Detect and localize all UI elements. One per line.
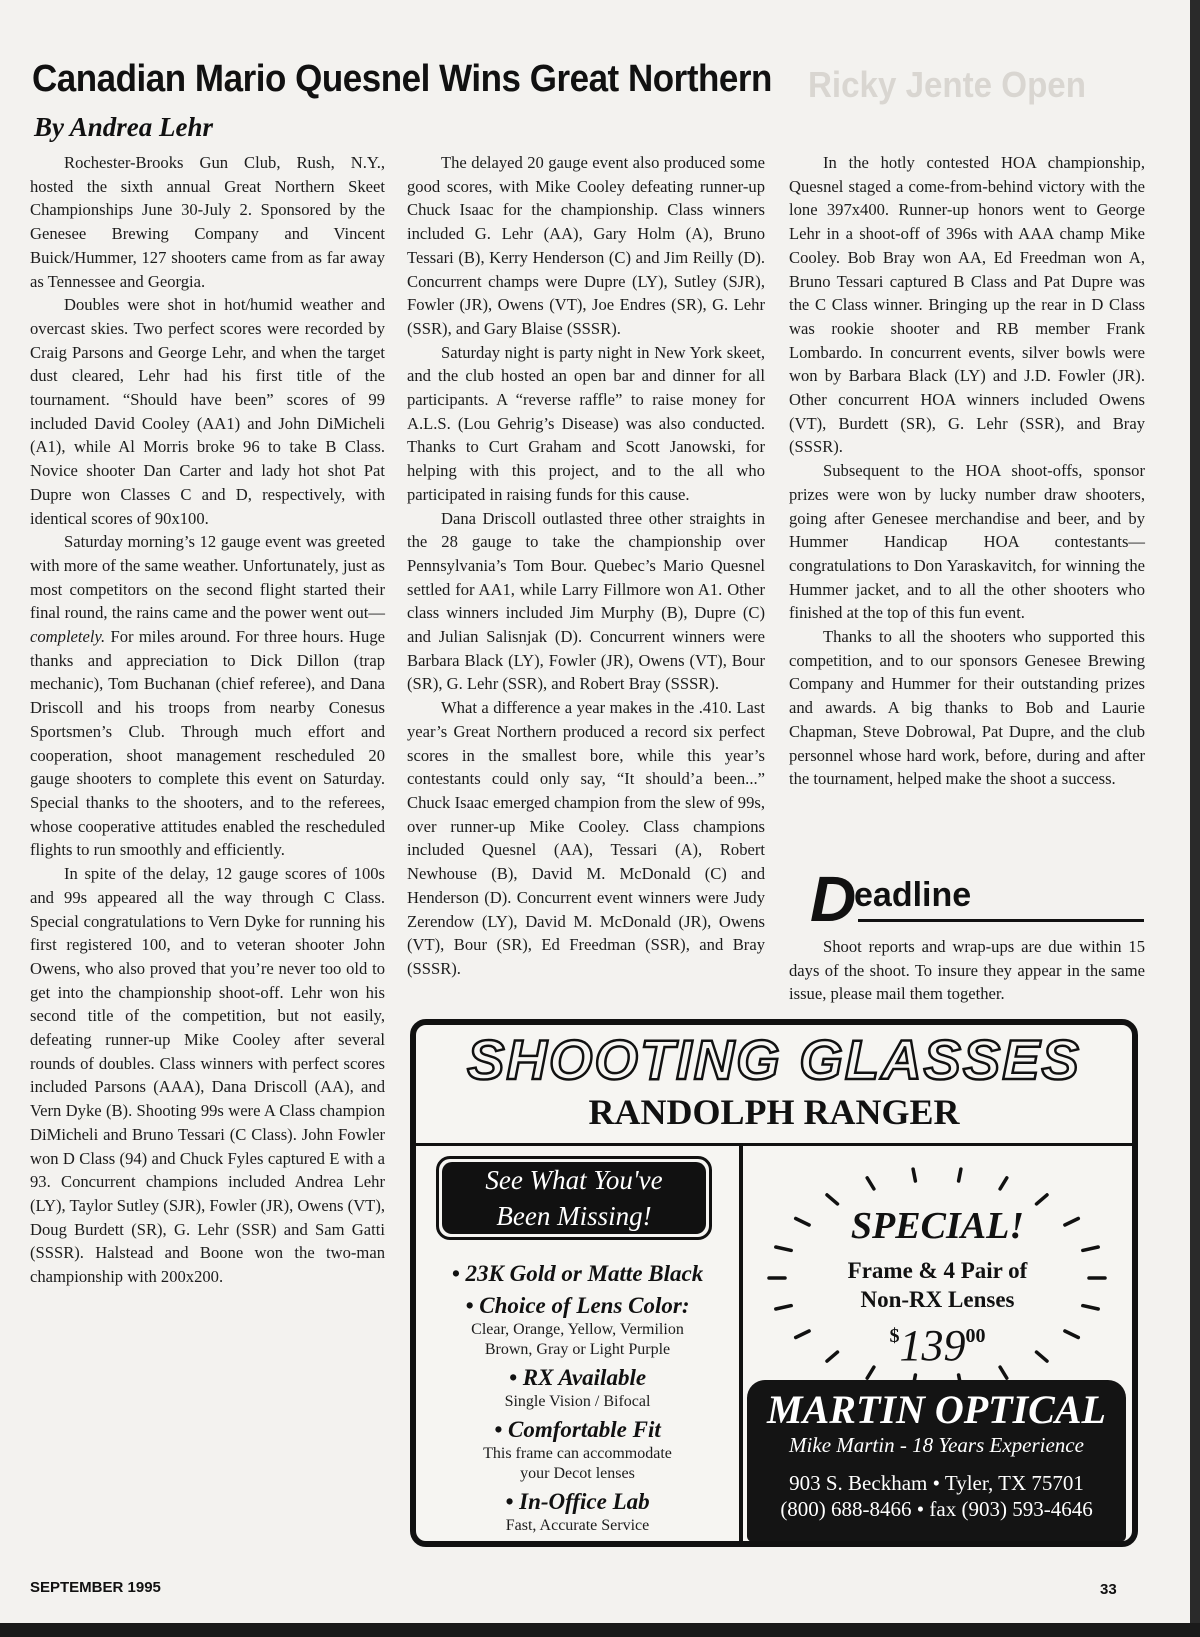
page-edge-bottom bbox=[0, 1623, 1200, 1637]
company-contact bbox=[747, 1470, 1126, 1522]
feature-list bbox=[416, 1260, 739, 1540]
burst-dash bbox=[1000, 1178, 1007, 1189]
deadline-rule bbox=[858, 919, 1144, 922]
price-cents: 00 bbox=[965, 1325, 986, 1347]
deadline-initial: D bbox=[810, 863, 857, 935]
ad-title-outline bbox=[416, 1025, 1132, 1095]
feature-title: • RX Available bbox=[508, 1365, 647, 1390]
feature-item bbox=[416, 1488, 739, 1536]
feature-item bbox=[416, 1416, 739, 1484]
paragraph: The delayed 20 gauge event also produced some good scores, with Mike Cooley defeating runner-up Chuck Isaac for the championship. Class winners included G. Lehr (AA), Gary Holm (A), Bruno Tessari (B), Kerry Henderson (C) and Jim Reilly (D). Concurrent champs were Dupre (LY), Sutley (SJR), Fowler (JR), Owens (VT), Joe Endres (SR), G. Lehr (SSR), and Gary Blaise (SSSR). bbox=[407, 153, 765, 338]
see-what-line-1: See What You've bbox=[485, 1165, 663, 1195]
ad-header bbox=[416, 1025, 1132, 1146]
deadline-heading bbox=[810, 863, 1144, 935]
paragraph: What a difference a year makes in the .410. Last year’s Great Northern produced a record six perfect scores in the smallest bore, while this year’s contestants could only say, “It should’a been...” Chuck Isaac emerged champion from the slew of 99s, over runner-up Mike Cooley. Class champions included Quesnel (AA), Tessari (A), Robert Newhouse (B), David M. McDonald (C) and Henderson (D). Concurrent event winners were Judy Zerendow (LY), David M. McDonald (JR), Owens (VT), Bour (SR), Ed Freedman (SSR), and Bray (SSSR). bbox=[407, 698, 765, 978]
see-what-line-2: Been Missing! bbox=[496, 1201, 652, 1231]
company-phone: (800) 688-8466 • fax (903) 593-4646 bbox=[780, 1497, 1093, 1521]
paragraph: Subsequent to the HOA shoot-offs, sponsor prizes were won by lucky number draw shooters, going after Genesee merchandise and beer, and by Hummer Handicap HOA contestants—congratulations to Don Yaraskavitch, for winning the Hummer jacket, and to all the other shooters who finished at the top of this fun event. bbox=[789, 461, 1145, 623]
price-amount: 139 bbox=[899, 1321, 966, 1370]
burst-dash bbox=[1037, 1195, 1048, 1204]
feature-description: Brown, Gray or Light Purple bbox=[484, 1341, 671, 1358]
deadline-notice: Shoot reports and wrap-ups are due within 15 days of the shoot. To insure they appear in the same issue, please mail them together. bbox=[789, 937, 1145, 1004]
article-column-2 bbox=[407, 151, 765, 981]
bleed-through-headline: Ricky Jente Open bbox=[808, 64, 1086, 105]
company-experience: Mike Martin - 18 Years Experience bbox=[789, 1433, 1084, 1457]
feature-item bbox=[416, 1364, 739, 1412]
feature-description: This frame can accommodate bbox=[483, 1445, 672, 1462]
burst-dash bbox=[913, 1169, 915, 1181]
paragraph: In spite of the delay, 12 gauge scores of 100s and 99s appeared all the way through C Class. Special congratulations to Vern Dyke for running his first registered 100, and to veteran shooter John Owens, who also proved that you’re never too old to get into the championship shoot-off. Lehr won his second title of the competition, but not easily, defeating runner-up Mike Cooley after several rounds of doubles. Class winners with perfect scores included Parsons (AAA), Dana Driscoll (AA), and Vern Dyke (B). Shooting 99s were A Class champion DiMicheli and Bruno Tessari (C Class). John Fowler won D Class (94) and Chuck Fyles captured E with a 93. Concurrent champions included Andrea Lehr (LY), Taylor Sutley (SJR), Fowler (JR), Owens (VT), Doug Burdett (SR), G. Lehr (SSR) and Sam Gatti (SSSR). Halstead and Boone won the two-man championship with 200x200. bbox=[30, 864, 385, 1287]
burst-dash bbox=[959, 1169, 961, 1181]
issue-date: SEPTEMBER 1995 bbox=[30, 1579, 161, 1596]
page-edge-right bbox=[1190, 0, 1200, 1637]
article-byline: By Andrea Lehr bbox=[34, 112, 214, 142]
feature-description: Fast, Accurate Service bbox=[505, 1517, 650, 1534]
paragraph: Doubles were shot in hot/humid weather and overcast skies. Two perfect scores were recorded by Craig Parsons and George Lehr, and when the target dust cleared, Lehr had his first title of the tournament. “Should have been” scores of 99 included David Cooley (AA1) and John DiMicheli (A1), while Al Morris broke 96 to take B Class. Novice shooter Dan Carter and lady hot shot Pat Dupre won Classes C and D, respectively, with identical scores of 90x100. bbox=[30, 295, 385, 528]
article-column-3 bbox=[789, 151, 1145, 791]
price-symbol: $ bbox=[889, 1325, 900, 1347]
special-price bbox=[743, 1320, 1132, 1371]
special-line-2: Non-RX Lenses bbox=[860, 1287, 1015, 1312]
ad-features-panel bbox=[416, 1146, 739, 1546]
special-line-1: Frame & 4 Pair of bbox=[847, 1258, 1028, 1283]
burst-dash bbox=[827, 1195, 838, 1204]
company-name: MARTIN OPTICAL bbox=[767, 1387, 1106, 1432]
feature-title: • Comfortable Fit bbox=[494, 1417, 661, 1442]
company-address: 903 S. Beckham • Tyler, TX 75701 bbox=[789, 1471, 1084, 1495]
paragraph: Rochester-Brooks Gun Club, Rush, N.Y., hosted the sixth annual Great Northern Skeet Championships June 30-July 2. Sponsored by the Genesee Brewing Company and Vincent Buick/Hummer, 127 shooters came from as far away as Tennessee and Georgia. bbox=[30, 153, 385, 291]
feature-description: Clear, Orange, Yellow, Vermilion bbox=[471, 1321, 684, 1338]
see-what-box bbox=[436, 1156, 712, 1240]
special-title: SPECIAL! bbox=[850, 1205, 1025, 1247]
feature-description: your Decot lenses bbox=[520, 1465, 635, 1482]
see-what-banner bbox=[442, 1162, 706, 1234]
ad-special-panel bbox=[743, 1146, 1132, 1547]
burst-dash bbox=[867, 1178, 874, 1189]
feature-description: Single Vision / Bifocal bbox=[504, 1393, 651, 1410]
feature-title: • Choice of Lens Color: bbox=[465, 1293, 690, 1318]
deadline-title: eadline bbox=[854, 876, 972, 914]
feature-item bbox=[416, 1260, 739, 1288]
paragraph: Saturday night is party night in New York skeet, and the club hosted an open bar and dinner for all participants. A “reverse raffle” to raise money for A.L.S. (Lou Gehrig’s Disease) was also conducted. Thanks to Curt Graham and Scott Janowski, for helping with this project, and to the all who participated in raising funds for this cause. bbox=[407, 342, 765, 504]
martin-optical-box bbox=[747, 1380, 1126, 1542]
article-column-1 bbox=[30, 151, 385, 1289]
article-headline: Canadian Mario Quesnel Wins Great Northern bbox=[32, 58, 772, 100]
emphasis-text: completely. bbox=[30, 627, 106, 647]
ad-title: SHOOTING GLASSES bbox=[467, 1028, 1081, 1091]
paragraph: In the hotly contested HOA championship, Quesnel staged a come-from-behind victory with the lone 397x400. Runner-up honors went to George Lehr in a shoot-off of 396s with AAA champ Mike Cooley. Bob Bray won AA, Ed Freedman won A, Bruno Tessari captured B Class and Pat Dupre was the C Class winner. Bringing up the rear in D Class was rookie shooter and RB member Frank Lombardo. In concurrent events, silver bowls were won by Barbara Black (LY) and J.D. Fowler (JR). Other concurrent HOA winners included Owens (VT), Burdett (SR), G. Lehr (SSR), and Bray (SSSR). bbox=[789, 153, 1145, 457]
text-run: For miles around. For three hours. Huge thanks and appreciation to Dick Dillon (trap mechanic), Tom Buchanan (chief referee), and Dana Driscoll and his troops from nearby Conesus Sportsmen’s Club. Through much effort and cooperation, shoot management rescheduled 20 gauge shooters to complete this event on Saturday. Special thanks to the shooters, and to the referees, whose cooperative attitudes enabled the rescheduled flights to run smoothly and efficiently. bbox=[30, 627, 385, 860]
shooting-glasses-ad bbox=[410, 1019, 1138, 1547]
feature-item bbox=[416, 1292, 739, 1360]
page-number: 33 bbox=[1100, 1581, 1117, 1598]
paragraph: Thanks to all the shooters who supported this competition, and to our sponsors Genesee Brewing Company and Hummer for their outstanding prizes and awards. A big thanks to Bob and Laurie Chapman, Steve Dobrowal, Pat Dupre, and the club personnel whose hard work, before, during and after the tournament, helped make the shoot a success. bbox=[789, 627, 1145, 789]
text-run: Saturday morning’s 12 gauge event was greeted with more of the same weather. Unfortunately, just as most competitors on the second flight started their final round, the rains came and the power went out— bbox=[30, 532, 385, 623]
feature-title: • In-Office Lab bbox=[505, 1489, 650, 1514]
paragraph: Dana Driscoll outlasted three other straights in the 28 gauge to take the championship over Pennsylvania’s Tom Bour. Quebec’s Mario Quesnel settled for AA1, while Larry Fillmore won A1. Other class winners included Jim Murphy (B), Dupre (C) and Julian Salisnjak (D). Concurrent winners were Barbara Black (LY), Fowler (JR), Owens (VT), Bour (SR), G. Lehr (SSR), and Robert Bray (SSSR). bbox=[407, 508, 765, 694]
ad-subtitle: RANDOLPH RANGER bbox=[588, 1092, 960, 1132]
paragraph bbox=[30, 530, 385, 862]
feature-title: • 23K Gold or Matte Black bbox=[451, 1261, 704, 1286]
